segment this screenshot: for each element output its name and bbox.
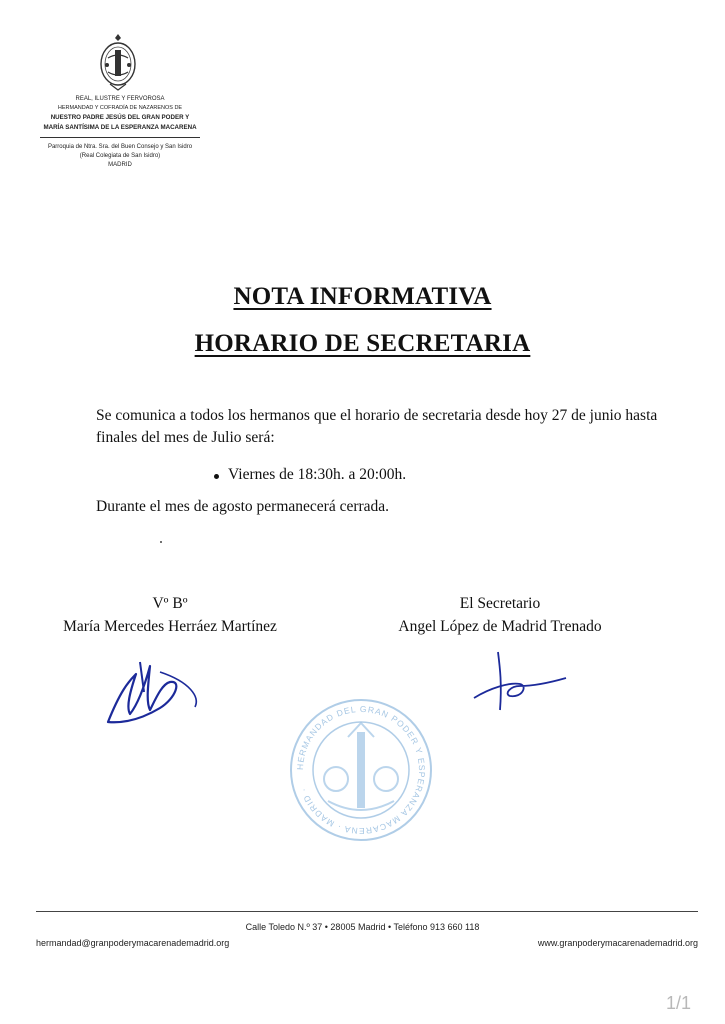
footer-website[interactable]: www.granpoderymacarenademadrid.org xyxy=(537,938,698,948)
document-subtitle: HORARIO DE SECRETARIA xyxy=(194,330,531,357)
bullet-icon xyxy=(214,474,219,479)
letterhead-line: MADRID xyxy=(108,162,132,168)
right-signatory-name: Angel López de Madrid Trenado xyxy=(398,618,602,635)
schedule-bullet xyxy=(228,466,406,484)
body-paragraph: Durante el mes de agosto permanecerá cerrada. xyxy=(96,498,390,515)
left-handwritten-signature xyxy=(100,652,210,732)
letterhead-line: (Real Colegiata de San Isidro) xyxy=(79,153,161,159)
left-signatory-title: Vº Bº xyxy=(152,595,188,612)
letterhead-line: Parroquia de Ntra. Sra. del Buen Consejo y San Isidro xyxy=(47,144,193,150)
schedule-text: Viernes de 18:30h. a 20:00h. xyxy=(228,466,407,483)
brotherhood-seal-stamp xyxy=(288,697,434,843)
document-title: NOTA INFORMATIVA xyxy=(233,283,492,310)
right-handwritten-signature xyxy=(470,648,570,718)
letterhead-line: MARÍA SANTÍSIMA DE LA ESPERANZA MACARENA xyxy=(43,124,197,131)
brotherhood-crest-icon xyxy=(96,32,140,92)
right-signatory-title: El Secretario xyxy=(459,595,541,612)
footer-address: Calle Toledo N.º 37 • 28005 Madrid • Teléfono 913 660 118 xyxy=(245,922,480,932)
letterhead-divider xyxy=(40,137,200,138)
svg-text:HERMANDAD DEL GRAN PODER Y ESP: HERMANDAD DEL GRAN PODER Y ESPERANZA MACARENA · MADRID · xyxy=(294,703,428,837)
body-paragraph: Se comunica a todos los hermanos que el horario de secretaria desde hoy 27 de junio hasta finales del mes de Julio será: xyxy=(96,407,658,446)
letterhead-line: NUESTRO PADRE JESÚS DEL GRAN PODER Y xyxy=(50,114,190,121)
stray-mark xyxy=(160,541,162,543)
left-signatory-name: María Mercedes Herráez Martínez xyxy=(63,618,277,635)
letterhead-line: REAL, ILUSTRE Y FERVOROSA xyxy=(75,96,165,102)
letterhead-line: HERMANDAD Y COFRADÍA DE NAZARENOS DE xyxy=(57,105,183,111)
footer-email[interactable]: hermandad@granpoderymacarenademadrid.org xyxy=(36,938,230,948)
page-indicator: 1/1 xyxy=(665,993,691,1013)
footer-divider xyxy=(36,911,698,912)
